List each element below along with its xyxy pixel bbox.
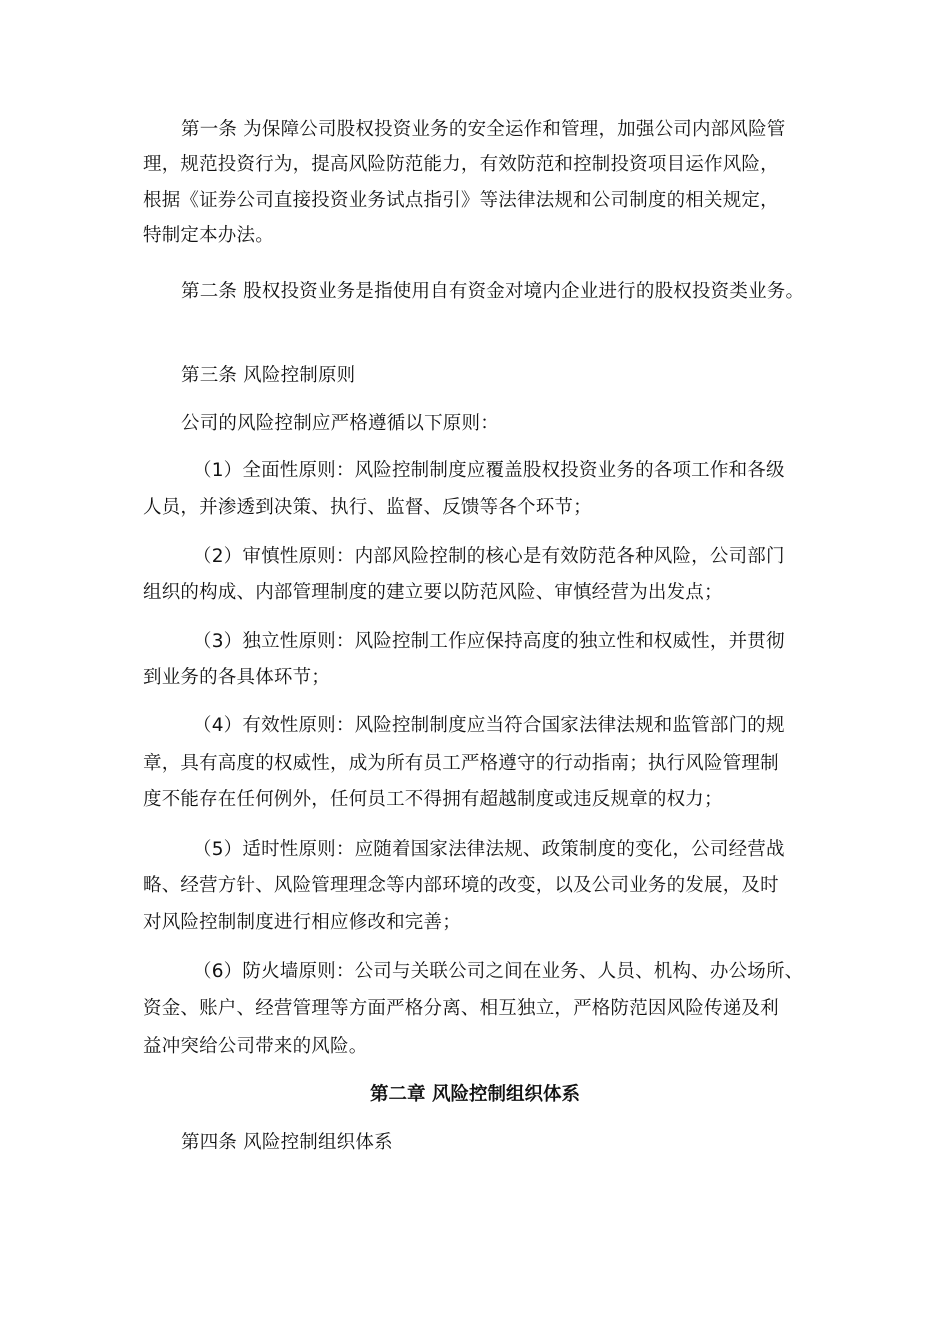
principle-5-line-3: 对风险控制制度进行相应修改和完善； (143, 912, 461, 933)
article-1-line-3: 根据《证券公司直接投资业务试点指引》等法律法规和公司制度的相关规定， (143, 190, 779, 211)
principle-4-line-1: （4）有效性原则：风险控制制度应当符合国家法律法规和监管部门的规 (193, 715, 785, 736)
principle-3-line-2: 到业务的各具体环节； (143, 667, 331, 688)
principle-5-line-1: （5）适时性原则：应随着国家法律法规、政策制度的变化，公司经营战 (193, 839, 785, 860)
article-1-line-2: 理，规范投资行为，提高风险防范能力，有效防范和控制投资项目运作风险， (143, 154, 779, 175)
chapter-2-heading: 第二章 风险控制组织体系 (370, 1084, 580, 1105)
principle-6-line-2: 资金、账户、经营管理等方面严格分离、相互独立，严格防范因风险传递及利 (143, 998, 779, 1019)
principle-1-line-2: 人员，并渗透到决策、执行、监督、反馈等各个环节； (143, 497, 592, 518)
article-1-line-1: 第一条 为保障公司股权投资业务的安全运作和管理，加强公司内部风险管 (181, 119, 786, 140)
principle-6-line-1: （6）防火墙原则：公司与关联公司之间在业务、人员、机构、办公场所、 (193, 961, 804, 982)
article-4-title: 第四条 风险控制组织体系 (181, 1132, 393, 1153)
principle-2-line-1: （2）审慎性原则：内部风险控制的核心是有效防范各种风险，公司部门 (193, 546, 785, 567)
principle-4-line-2: 章，具有高度的权威性，成为所有员工严格遵守的行动指南；执行风险管理制 (143, 753, 779, 774)
principle-1-line-1: （1）全面性原则：风险控制制度应覆盖股权投资业务的各项工作和各级 (193, 460, 785, 481)
article-2-line-1: 第二条 股权投资业务是指使用自有资金对境内企业进行的股权投资类业务。 (181, 281, 805, 302)
principle-6-line-3: 益冲突给公司带来的风险。 (143, 1036, 368, 1057)
principle-2-line-2: 组织的构成、内部管理制度的建立要以防范风险、审慎经营为出发点； (143, 582, 723, 603)
principle-4-line-3: 度不能存在任何例外，任何员工不得拥有超越制度或违反规章的权力； (143, 789, 723, 810)
article-3-title: 第三条 风险控制原则 (181, 365, 356, 386)
principle-5-line-2: 略、经营方针、风险管理理念等内部环境的改变，以及公司业务的发展，及时 (143, 875, 779, 896)
article-3-intro: 公司的风险控制应严格遵循以下原则： (181, 413, 499, 434)
article-1-line-4: 特制定本办法。 (143, 225, 274, 246)
principle-3-line-1: （3）独立性原则：风险控制工作应保持高度的独立性和权威性，并贯彻 (193, 631, 785, 652)
